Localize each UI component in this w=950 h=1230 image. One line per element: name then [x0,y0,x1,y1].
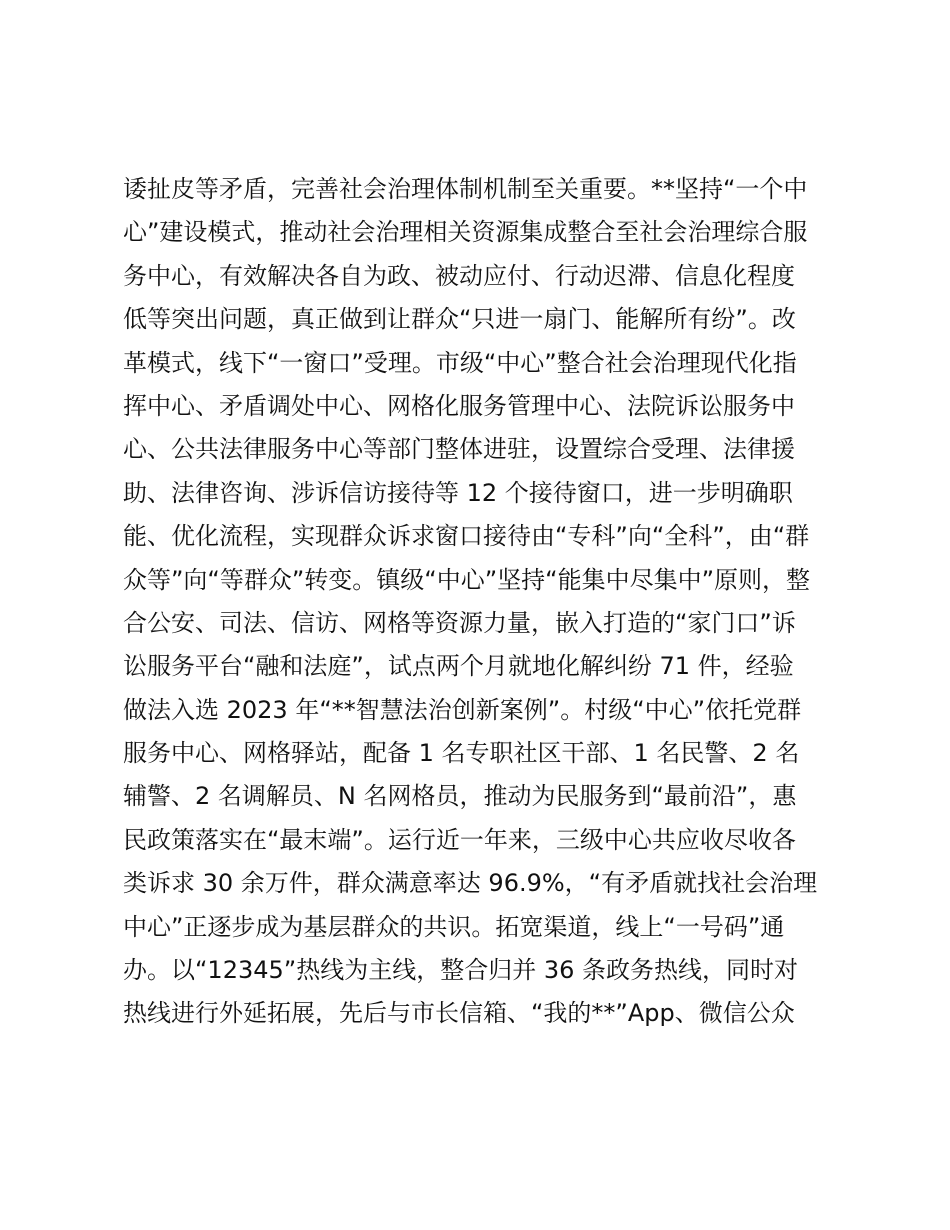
text-line: 心、公共法律服务中心等部门整体进驻，设置综合受理、法律援 [123,435,795,464]
text-line: 低等突出问题，真正做到让群众“只进一扇门、能解所有纷”。改 [123,305,796,334]
text-line: 办。以“12345”热线为主线，整合归并 36 条政务热线，同时对 [123,956,799,985]
text-line: 民政策落实在“最末端”。运行近一年来，三级中心共应收尽收各 [123,825,796,854]
text-line: 服务中心、网格驿站，配备 1 名专职社区干部、1 名民警、2 名 [123,739,800,768]
text-line: 心”建设模式，推动社会治理相关资源集成整合至社会治理综合服 [123,218,808,247]
text-line: 做法入选 2023 年“**智慧法治创新案例”。村级“中心”依托党群 [123,695,802,724]
text-line: 热线进行外延拓展，先后与市长信箱、“我的**”App、微信公众 [123,999,795,1028]
text-line: 助、法律咨询、涉诉信访接待等 12 个接待窗口，进一步明确职 [123,478,793,507]
text-line: 众等”向“等群众”转变。镇级“中心”坚持“能集中尽集中”原则，整 [123,565,811,594]
text-line: 务中心，有效解决各自为政、被动应付、行动迟滞、信息化程度 [123,261,795,290]
body-text [123,168,843,1036]
text-line: 合公安、司法、信访、网格等资源力量，嵌入打造的“家门口”诉 [123,608,796,637]
text-line: 挥中心、矛盾调处中心、网格化服务管理中心、法院诉讼服务中 [123,391,795,420]
text-line: 能、优化流程，实现群众诉求窗口接待由“专科”向“全科”，由“群 [123,522,810,551]
text-line: 辅警、2 名调解员、N 名网格员，推动为民服务到“最前沿”，惠 [123,782,797,811]
text-line: 革模式，线下“一窗口”受理。市级“中心”整合社会治理现代化指 [123,348,797,377]
text-line: 讼服务平台“融和法庭”，试点两个月就地化解纠纷 71 件，经验 [123,652,794,681]
text-line: 中心”正逐步成为基层群众的共识。拓宽渠道，线上“一号码”通 [123,912,785,941]
text-line: 诿扯皮等矛盾，完善社会治理体制机制至关重要。**坚持“一个中 [123,175,808,203]
text-line: 类诉求 30 余万件，群众满意率达 96.9%，“有矛盾就找社会治理 [123,869,818,898]
